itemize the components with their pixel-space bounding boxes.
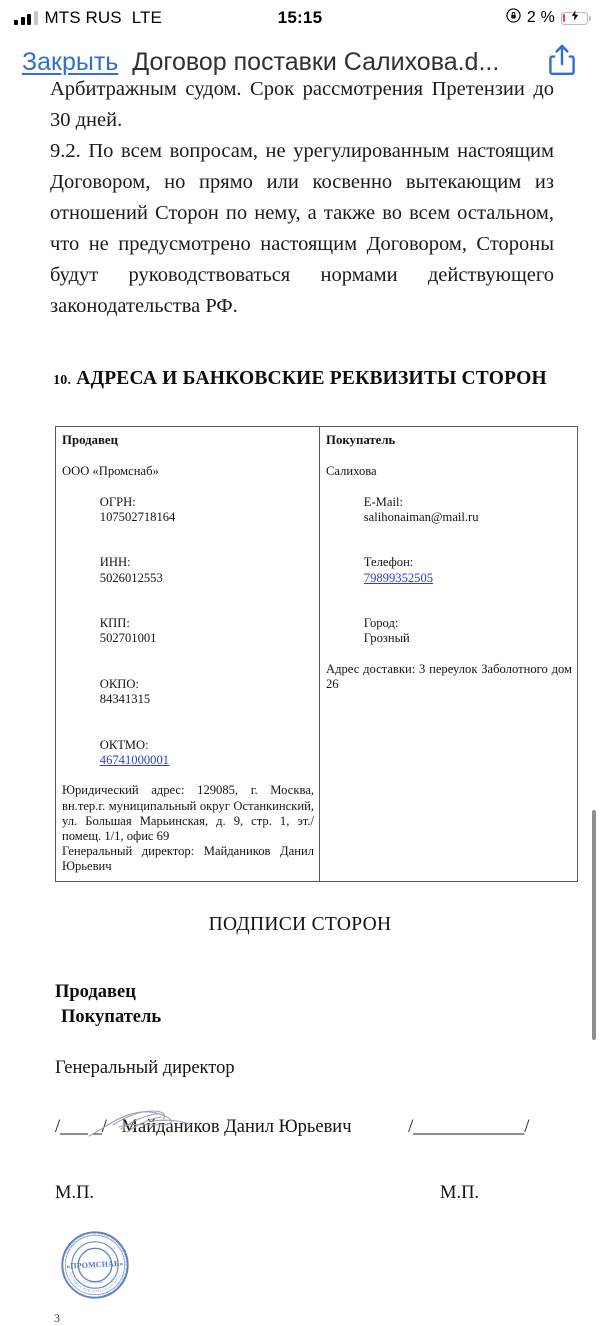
svg-text:«ПРОМСНАБ»: «ПРОМСНАБ»	[66, 1258, 124, 1271]
battery-charging-icon	[561, 12, 588, 25]
battery-percent-label: 2 %	[526, 9, 555, 26]
seller-oktmo	[62, 723, 314, 784]
carrier-label: MTS RUS	[44, 8, 122, 27]
document-page	[0, 74, 600, 1326]
page-number: 3	[54, 1310, 60, 1325]
buyer-email	[326, 479, 572, 540]
buyer-name: Салихова	[326, 464, 377, 479]
buyer-signature-slot: /____________/	[408, 1116, 530, 1137]
section-heading-text: АДРЕСА И БАНКОВСКИЕ РЕКВИЗИТЫ СТОРОН	[76, 368, 547, 389]
seller-okpo-label: ОКПО:	[99, 677, 139, 692]
seller-signature-slot: /___ _/	[55, 1116, 107, 1137]
document-title: Договор поставки Салихова.d...	[132, 47, 500, 76]
buyer-delivery-address: Адрес доставки: 3 переулок Заболотного дом 26	[326, 661, 572, 692]
svg-text:г. МОСКВА: г. МОСКВА	[86, 1279, 104, 1284]
signatory-role: Генеральный директор	[55, 1057, 235, 1078]
signatures-heading: ПОДПИСИ СТОРОН	[208, 913, 392, 935]
section-number: 10.	[53, 373, 72, 388]
buyer-city	[326, 601, 572, 662]
buyer-requisites-cell	[320, 427, 578, 882]
seller-ogrn	[62, 479, 314, 540]
buyer-seal-mark: М.П.	[440, 1182, 480, 1203]
seller-inn	[62, 540, 314, 601]
seller-ogrn-value: 107502718164	[99, 509, 176, 524]
buyer-phone-label: Телефон:	[363, 555, 414, 570]
seller-company: ООО «Промснаб»	[62, 464, 159, 479]
buyer-email-value: salihonaiman@mail.ru	[363, 509, 479, 524]
close-button[interactable]: Закрыть	[22, 47, 119, 76]
document-body-text	[0, 74, 600, 322]
signature-party-names	[55, 980, 600, 1030]
seller-inn-label: ИНН:	[99, 555, 131, 570]
buyer-phone-link[interactable]: 79899352505	[363, 570, 434, 585]
requisites-table	[55, 426, 578, 882]
status-bar	[0, 0, 600, 36]
paragraph-9-1-tail: Арбитражным судом. Срок рассмотрения Претензии до 30 дней.	[50, 78, 554, 131]
seller-address: Юридический адрес: 129085, г. Москва, вн.тер.г. муниципальный округ Останкинский, ул. Большая Марьинская, д. 9, стр. 1, эт./помещ. 1/1, офис 69	[62, 783, 314, 844]
buyer-phone	[326, 540, 572, 601]
svg-text:ОГРН 107502718164 ИНН 50260125: ОГРН 107502718164 ИНН 5026012553	[67, 1270, 122, 1293]
signature-buyer-label: Покупатель	[61, 1006, 162, 1027]
scrollbar-thumb[interactable]	[592, 810, 596, 1040]
buyer-city-label: Город:	[363, 616, 399, 631]
document-viewport[interactable]	[0, 78, 600, 1325]
seller-signature-name: Майдаников Данил Юрьевич	[121, 1116, 352, 1137]
buyer-email-label: E-Mail:	[363, 494, 403, 509]
seal-marks-row	[55, 1183, 600, 1209]
seller-okpo	[62, 662, 314, 723]
seller-ogrn-label: ОГРН:	[99, 494, 136, 509]
clock-label: 15:15	[277, 8, 323, 27]
status-bar-right	[506, 0, 588, 36]
seller-inn-value: 5026012553	[99, 570, 163, 585]
seller-kpp-label: КПП:	[99, 616, 130, 631]
seller-director: Генеральный директор: Майдаников Данил Юрьевич	[62, 844, 314, 874]
paragraph-9-2: 9.2. По всем вопросам, не урегулированным настоящим Договором, но прямо или косвенно вытекающим из отношений Сторон по нему, а также во всем остальном, что не предусмотрено настоящим Договором, Стороны будут руководствоваться нормами действующего законодательства РФ.	[50, 140, 554, 317]
svg-text:ОБЩЕСТВО С ОГРАНИЧЕННОЙ ОТВЕТС: ОБЩЕСТВО С ОГРАНИЧЕННОЙ ОТВЕТСТВЕННОСТЬЮ	[63, 1230, 130, 1299]
seller-oktmo-label: ОКТМО:	[99, 737, 149, 752]
seller-cell-title: Продавец	[62, 433, 118, 447]
buyer-city-value: Грозный	[363, 631, 410, 646]
signature-row	[55, 1117, 600, 1147]
company-round-stamp-icon	[57, 1227, 133, 1303]
seller-oktmo-link[interactable]: 46741000001	[99, 753, 170, 768]
network-type-label: LTE	[131, 8, 162, 27]
seller-okpo-value: 84341315	[99, 692, 151, 707]
section-heading	[0, 368, 600, 390]
rotation-lock-icon	[506, 8, 521, 28]
buyer-cell-title: Покупатель	[326, 433, 396, 447]
signature-seller-label: Продавец	[55, 981, 136, 1002]
table-row	[56, 427, 578, 882]
seller-requisites-cell	[56, 427, 320, 882]
seller-seal-mark: М.П.	[55, 1182, 95, 1203]
seller-kpp	[62, 601, 314, 662]
seller-kpp-value: 502701001	[99, 631, 157, 646]
